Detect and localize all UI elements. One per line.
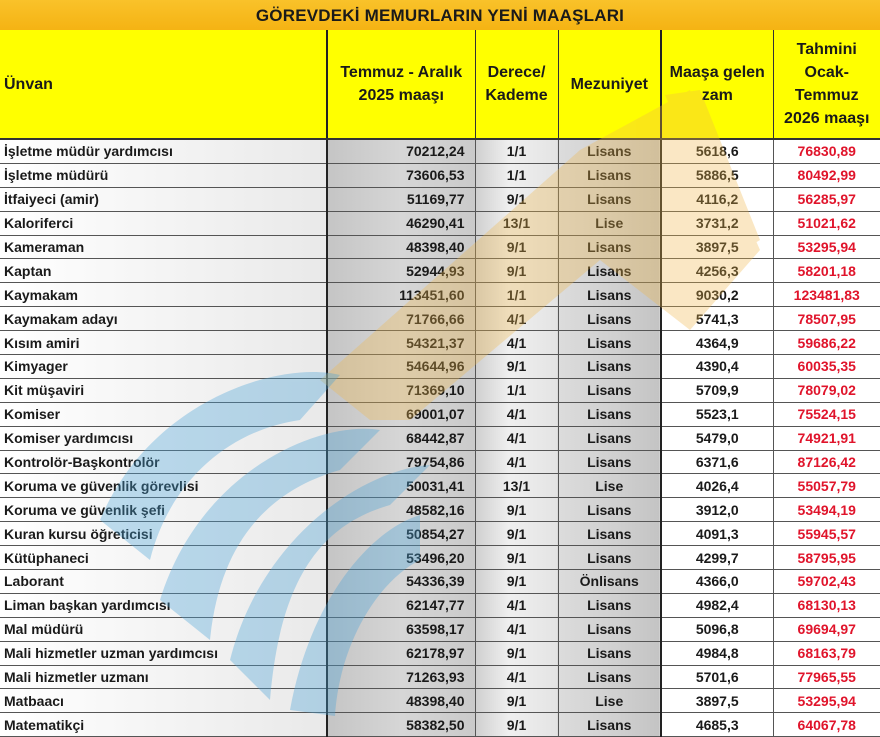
cell-maas: 62178,97 [327,641,475,665]
cell-derece: 9/1 [475,235,558,259]
cell-mezuniyet: Lisans [558,593,661,617]
cell-mezuniyet: Lisans [558,426,661,450]
cell-zam: 5741,3 [661,307,773,331]
cell-unvan: Kısım amiri [0,331,327,355]
cell-unvan: Mali hizmetler uzmanı [0,665,327,689]
table-row [0,402,880,426]
cell-derece: 4/1 [475,665,558,689]
cell-derece: 4/1 [475,450,558,474]
cell-maas: 70212,24 [327,139,475,163]
cell-unvan: Kaymakam adayı [0,307,327,331]
cell-unvan: Liman başkan yardımcısı [0,593,327,617]
column-header-zam: Maaşa gelen zam [661,30,773,139]
cell-derece: 9/1 [475,498,558,522]
cell-tahmini: 64067,78 [773,713,880,737]
table-row [0,713,880,737]
cell-zam: 5709,9 [661,378,773,402]
cell-maas: 48582,16 [327,498,475,522]
cell-zam: 4116,2 [661,187,773,211]
cell-maas: 53496,20 [327,546,475,570]
cell-unvan: Kaptan [0,259,327,283]
cell-mezuniyet: Lisans [558,259,661,283]
cell-maas: 71263,93 [327,665,475,689]
table-row [0,235,880,259]
cell-zam: 5701,6 [661,665,773,689]
cell-zam: 5886,5 [661,163,773,187]
cell-unvan: Koruma ve güvenlik şefi [0,498,327,522]
header-row [0,30,880,139]
table-row [0,641,880,665]
cell-derece: 1/1 [475,139,558,163]
cell-mezuniyet: Lisans [558,355,661,379]
cell-maas: 68442,87 [327,426,475,450]
cell-maas: 71766,66 [327,307,475,331]
cell-mezuniyet: Lise [558,689,661,713]
cell-zam: 5096,8 [661,617,773,641]
cell-tahmini: 68130,13 [773,593,880,617]
cell-tahmini: 58795,95 [773,546,880,570]
cell-derece: 9/1 [475,713,558,737]
column-header-mezuniyet: Mezuniyet [558,30,661,139]
cell-mezuniyet: Lisans [558,331,661,355]
cell-maas: 52944,93 [327,259,475,283]
cell-unvan: Laborant [0,570,327,594]
cell-unvan: Kit müşaviri [0,378,327,402]
cell-unvan: Kütüphaneci [0,546,327,570]
cell-tahmini: 58201,18 [773,259,880,283]
cell-maas: 69001,07 [327,402,475,426]
cell-zam: 4984,8 [661,641,773,665]
column-header-unvan: Ünvan [0,30,327,139]
table-row [0,139,880,163]
column-header-maas: Temmuz - Aralık 2025 maaşı [327,30,475,139]
cell-mezuniyet: Lisans [558,522,661,546]
cell-tahmini: 74921,91 [773,426,880,450]
cell-mezuniyet: Lisans [558,498,661,522]
cell-unvan: İtfaiyeci (amir) [0,187,327,211]
cell-unvan: Komiser yardımcısı [0,426,327,450]
cell-tahmini: 53295,94 [773,235,880,259]
cell-zam: 4299,7 [661,546,773,570]
cell-maas: 58382,50 [327,713,475,737]
cell-maas: 48398,40 [327,235,475,259]
cell-maas: 73606,53 [327,163,475,187]
cell-zam: 4390,4 [661,355,773,379]
cell-mezuniyet: Lisans [558,307,661,331]
cell-derece: 4/1 [475,426,558,450]
column-header-derece: Derece/ Kademe [475,30,558,139]
cell-unvan: Koruma ve güvenlik görevlisi [0,474,327,498]
cell-derece: 9/1 [475,689,558,713]
cell-derece: 13/1 [475,211,558,235]
cell-unvan: Mali hizmetler uzman yardımcısı [0,641,327,665]
table-row [0,474,880,498]
cell-zam: 4685,3 [661,713,773,737]
cell-derece: 4/1 [475,617,558,641]
column-header-tahmini: Tahmini Ocak-Temmuz 2026 maaşı [773,30,880,139]
cell-derece: 4/1 [475,402,558,426]
cell-derece: 9/1 [475,546,558,570]
cell-derece: 9/1 [475,187,558,211]
cell-tahmini: 123481,83 [773,283,880,307]
cell-mezuniyet: Lisans [558,665,661,689]
cell-derece: 9/1 [475,641,558,665]
cell-unvan: İşletme müdür yardımcısı [0,139,327,163]
table-row [0,355,880,379]
cell-zam: 6371,6 [661,450,773,474]
cell-mezuniyet: Lisans [558,713,661,737]
cell-mezuniyet: Lisans [558,163,661,187]
table-row [0,259,880,283]
cell-tahmini: 80492,99 [773,163,880,187]
table-row [0,570,880,594]
cell-tahmini: 77965,55 [773,665,880,689]
cell-tahmini: 59686,22 [773,331,880,355]
cell-maas: 46290,41 [327,211,475,235]
table-row [0,283,880,307]
cell-unvan: İşletme müdürü [0,163,327,187]
table-row [0,187,880,211]
cell-mezuniyet: Lisans [558,546,661,570]
cell-tahmini: 59702,43 [773,570,880,594]
cell-zam: 5479,0 [661,426,773,450]
cell-mezuniyet: Lisans [558,283,661,307]
cell-unvan: Kaymakam [0,283,327,307]
cell-zam: 3731,2 [661,211,773,235]
table-row [0,450,880,474]
table-row [0,378,880,402]
cell-maas: 50031,41 [327,474,475,498]
cell-derece: 4/1 [475,307,558,331]
cell-tahmini: 78507,95 [773,307,880,331]
cell-derece: 1/1 [475,163,558,187]
cell-zam: 4091,3 [661,522,773,546]
cell-maas: 113451,60 [327,283,475,307]
table-row [0,593,880,617]
cell-unvan: Matbaacı [0,689,327,713]
cell-maas: 71369,10 [327,378,475,402]
cell-tahmini: 69694,97 [773,617,880,641]
cell-unvan: Mal müdürü [0,617,327,641]
cell-mezuniyet: Lise [558,474,661,498]
cell-mezuniyet: Önlisans [558,570,661,594]
cell-tahmini: 56285,97 [773,187,880,211]
table-row [0,522,880,546]
cell-tahmini: 87126,42 [773,450,880,474]
cell-mezuniyet: Lise [558,211,661,235]
cell-mezuniyet: Lisans [558,235,661,259]
table-row [0,211,880,235]
cell-derece: 4/1 [475,331,558,355]
cell-unvan: Kameraman [0,235,327,259]
cell-maas: 54644,96 [327,355,475,379]
cell-zam: 4256,3 [661,259,773,283]
cell-derece: 9/1 [475,522,558,546]
table-row [0,307,880,331]
cell-maas: 79754,86 [327,450,475,474]
cell-zam: 4366,0 [661,570,773,594]
cell-derece: 9/1 [475,570,558,594]
cell-derece: 9/1 [475,355,558,379]
cell-unvan: Komiser [0,402,327,426]
table-row [0,426,880,450]
cell-derece: 1/1 [475,378,558,402]
cell-tahmini: 51021,62 [773,211,880,235]
salary-table [0,30,880,737]
table-row [0,689,880,713]
table-row [0,665,880,689]
cell-unvan: Kontrolör-Başkontrolör [0,450,327,474]
cell-mezuniyet: Lisans [558,641,661,665]
cell-maas: 62147,77 [327,593,475,617]
sheet-title: GÖREVDEKİ MEMURLARIN YENİ MAAŞLARI [0,0,880,31]
cell-unvan: Kimyager [0,355,327,379]
cell-tahmini: 76830,89 [773,139,880,163]
cell-derece: 1/1 [475,283,558,307]
cell-maas: 54336,39 [327,570,475,594]
cell-zam: 3897,5 [661,235,773,259]
cell-maas: 54321,37 [327,331,475,355]
cell-derece: 9/1 [475,259,558,283]
cell-unvan: Kaloriferci [0,211,327,235]
cell-tahmini: 78079,02 [773,378,880,402]
table-row [0,163,880,187]
cell-zam: 9030,2 [661,283,773,307]
table-row [0,498,880,522]
cell-maas: 51169,77 [327,187,475,211]
cell-tahmini: 68163,79 [773,641,880,665]
cell-mezuniyet: Lisans [558,617,661,641]
cell-mezuniyet: Lisans [558,187,661,211]
cell-tahmini: 53295,94 [773,689,880,713]
table-row [0,331,880,355]
cell-zam: 5523,1 [661,402,773,426]
cell-zam: 3897,5 [661,689,773,713]
cell-derece: 13/1 [475,474,558,498]
table-row [0,546,880,570]
cell-mezuniyet: Lisans [558,139,661,163]
cell-unvan: Matematikçi [0,713,327,737]
cell-tahmini: 55057,79 [773,474,880,498]
cell-mezuniyet: Lisans [558,450,661,474]
cell-derece: 4/1 [475,593,558,617]
cell-maas: 63598,17 [327,617,475,641]
cell-tahmini: 53494,19 [773,498,880,522]
table-row [0,617,880,641]
cell-maas: 48398,40 [327,689,475,713]
table-body [0,139,880,737]
cell-zam: 3912,0 [661,498,773,522]
cell-zam: 4982,4 [661,593,773,617]
cell-tahmini: 60035,35 [773,355,880,379]
cell-tahmini: 75524,15 [773,402,880,426]
cell-mezuniyet: Lisans [558,402,661,426]
cell-zam: 5618,6 [661,139,773,163]
cell-mezuniyet: Lisans [558,378,661,402]
cell-zam: 4026,4 [661,474,773,498]
cell-maas: 50854,27 [327,522,475,546]
cell-tahmini: 55945,57 [773,522,880,546]
cell-unvan: Kuran kursu öğreticisi [0,522,327,546]
cell-zam: 4364,9 [661,331,773,355]
